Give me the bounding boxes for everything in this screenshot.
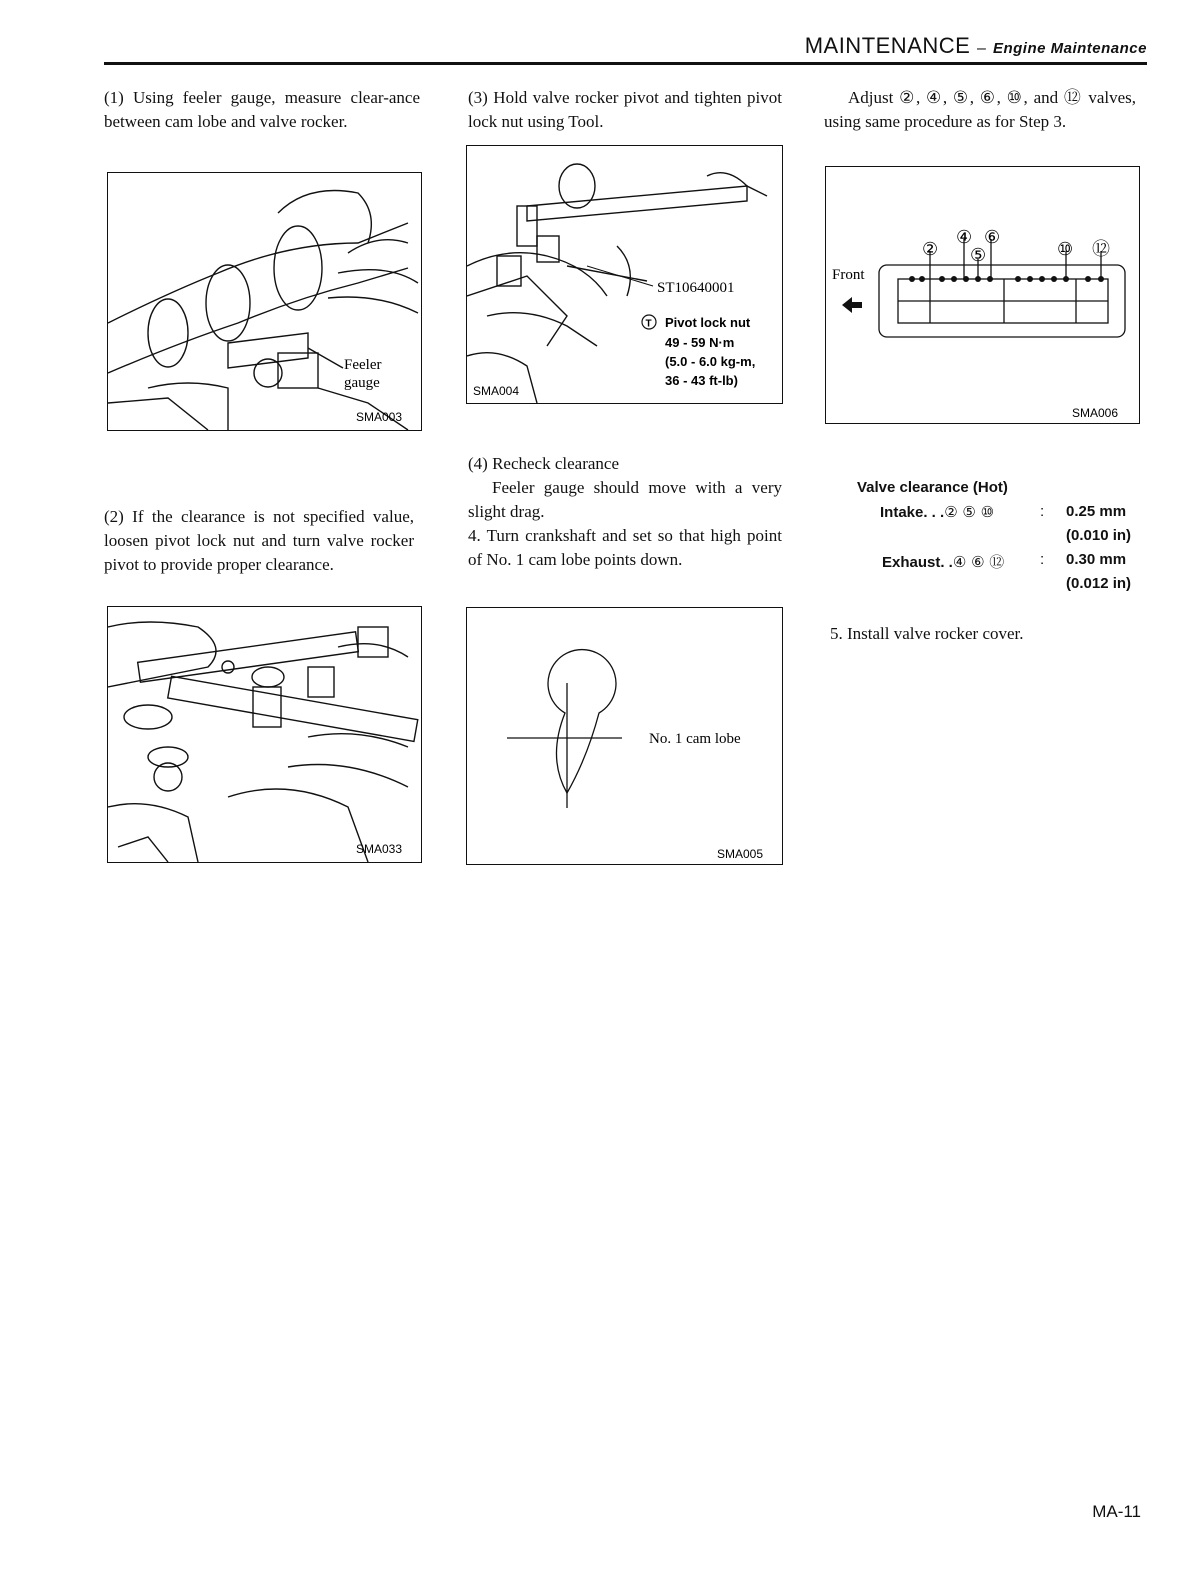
step-4-text xyxy=(468,452,782,572)
page-number: MA-11 xyxy=(1092,1502,1141,1521)
step-4-recheck: (4) Recheck clearance xyxy=(468,454,619,473)
step-1-text: (1) Using feeler gauge, measure clear-ance between cam lobe and valve rocker. xyxy=(104,88,420,131)
exhaust-colon: : xyxy=(1040,551,1045,568)
step-4-crankshaft: 4. Turn crankshaft and set so that high point of No. 1 cam lobe points down. xyxy=(468,526,782,569)
front-arrow-icon xyxy=(842,297,862,313)
fig5-code: SMA005 xyxy=(717,847,764,861)
spec-title: Valve clearance (Hot) xyxy=(857,479,1008,496)
fig6-code: SMA006 xyxy=(1072,406,1119,420)
cam-lobe-illustration xyxy=(467,608,782,864)
fig6-front-label: Front xyxy=(832,267,865,283)
page-header xyxy=(805,33,1147,59)
intake-label: Intake. . . xyxy=(880,504,945,521)
step-5-text: 5. Install valve rocker cover. xyxy=(830,624,1024,643)
wrench-adjust-illustration xyxy=(108,607,421,862)
intake-colon: : xyxy=(1040,503,1045,520)
fig3-torque-nm: 49 - 59 N·m xyxy=(665,335,735,350)
exhaust-valves: ④ ⑥ ⑫ xyxy=(952,553,1005,571)
intake-value: 0.25 mm xyxy=(1066,503,1127,520)
valve-num-5: ⑤ xyxy=(970,245,987,266)
fig2-code: SMA033 xyxy=(356,842,403,856)
spec-intake-row xyxy=(880,503,994,521)
exhaust-value: 0.30 mm xyxy=(1066,551,1127,568)
intake-valves: ② ⑤ ⑩ xyxy=(944,503,995,521)
adjust-text: Adjust ②, ④, ⑤, ⑥, ⑩, and ⑫ valves, using same procedure as for Step 3. xyxy=(824,88,1136,131)
figure-sma033 xyxy=(107,606,422,863)
figure-sma006 xyxy=(825,166,1140,424)
fig1-code: SMA003 xyxy=(356,410,403,424)
valve-num-10: ⑩ xyxy=(1057,239,1074,260)
fig3-torque-kgm: (5.0 - 6.0 kg-m, xyxy=(665,354,756,369)
feeler-gauge-illustration xyxy=(108,173,421,430)
fig3-t-letter: T xyxy=(645,318,652,330)
exhaust-value-in: (0.012 in) xyxy=(1066,575,1132,592)
fig3-torque-ftlb: 36 - 43 ft-lb) xyxy=(665,373,738,388)
fig3-tool-number: ST10640001 xyxy=(657,280,735,296)
valve-num-6: ⑥ xyxy=(984,227,1001,248)
fig1-label-feeler: Feeler xyxy=(344,357,382,373)
spec-exhaust-row xyxy=(882,551,1004,572)
step-4-feeler: Feeler gauge should move with a very slight drag. xyxy=(468,478,782,521)
fig3-code: SMA004 xyxy=(473,384,520,398)
figure-sma004 xyxy=(466,145,783,404)
header-dash: – xyxy=(976,40,987,57)
fig3-nut-label: Pivot lock nut xyxy=(665,315,751,330)
intake-value-in: (0.010 in) xyxy=(1066,527,1132,544)
valve-num-12: ⑫ xyxy=(1092,239,1110,260)
fig1-label-gauge: gauge xyxy=(344,375,380,391)
valve-layout-diagram xyxy=(826,167,1139,423)
figure-sma003 xyxy=(107,172,422,431)
step-3-text: (3) Hold valve rocker pivot and tighten pivot lock nut using Tool. xyxy=(468,88,782,131)
header-title: MAINTENANCE xyxy=(804,33,971,58)
step-2-text: (2) If the clearance is not specified value, loosen pivot lock nut and turn valve rocker pivot to provide proper clearance. xyxy=(104,507,414,574)
torque-wrench-illustration xyxy=(467,146,782,403)
valve-num-2: ② xyxy=(922,239,939,260)
fig5-cam-lobe-label: No. 1 cam lobe xyxy=(649,731,741,747)
figure-sma005 xyxy=(466,607,783,865)
header-rule xyxy=(104,62,1147,65)
exhaust-label: Exhaust. . xyxy=(882,554,953,571)
header-subtitle: Engine Maintenance xyxy=(992,40,1147,57)
valve-num-4: ④ xyxy=(956,227,973,248)
